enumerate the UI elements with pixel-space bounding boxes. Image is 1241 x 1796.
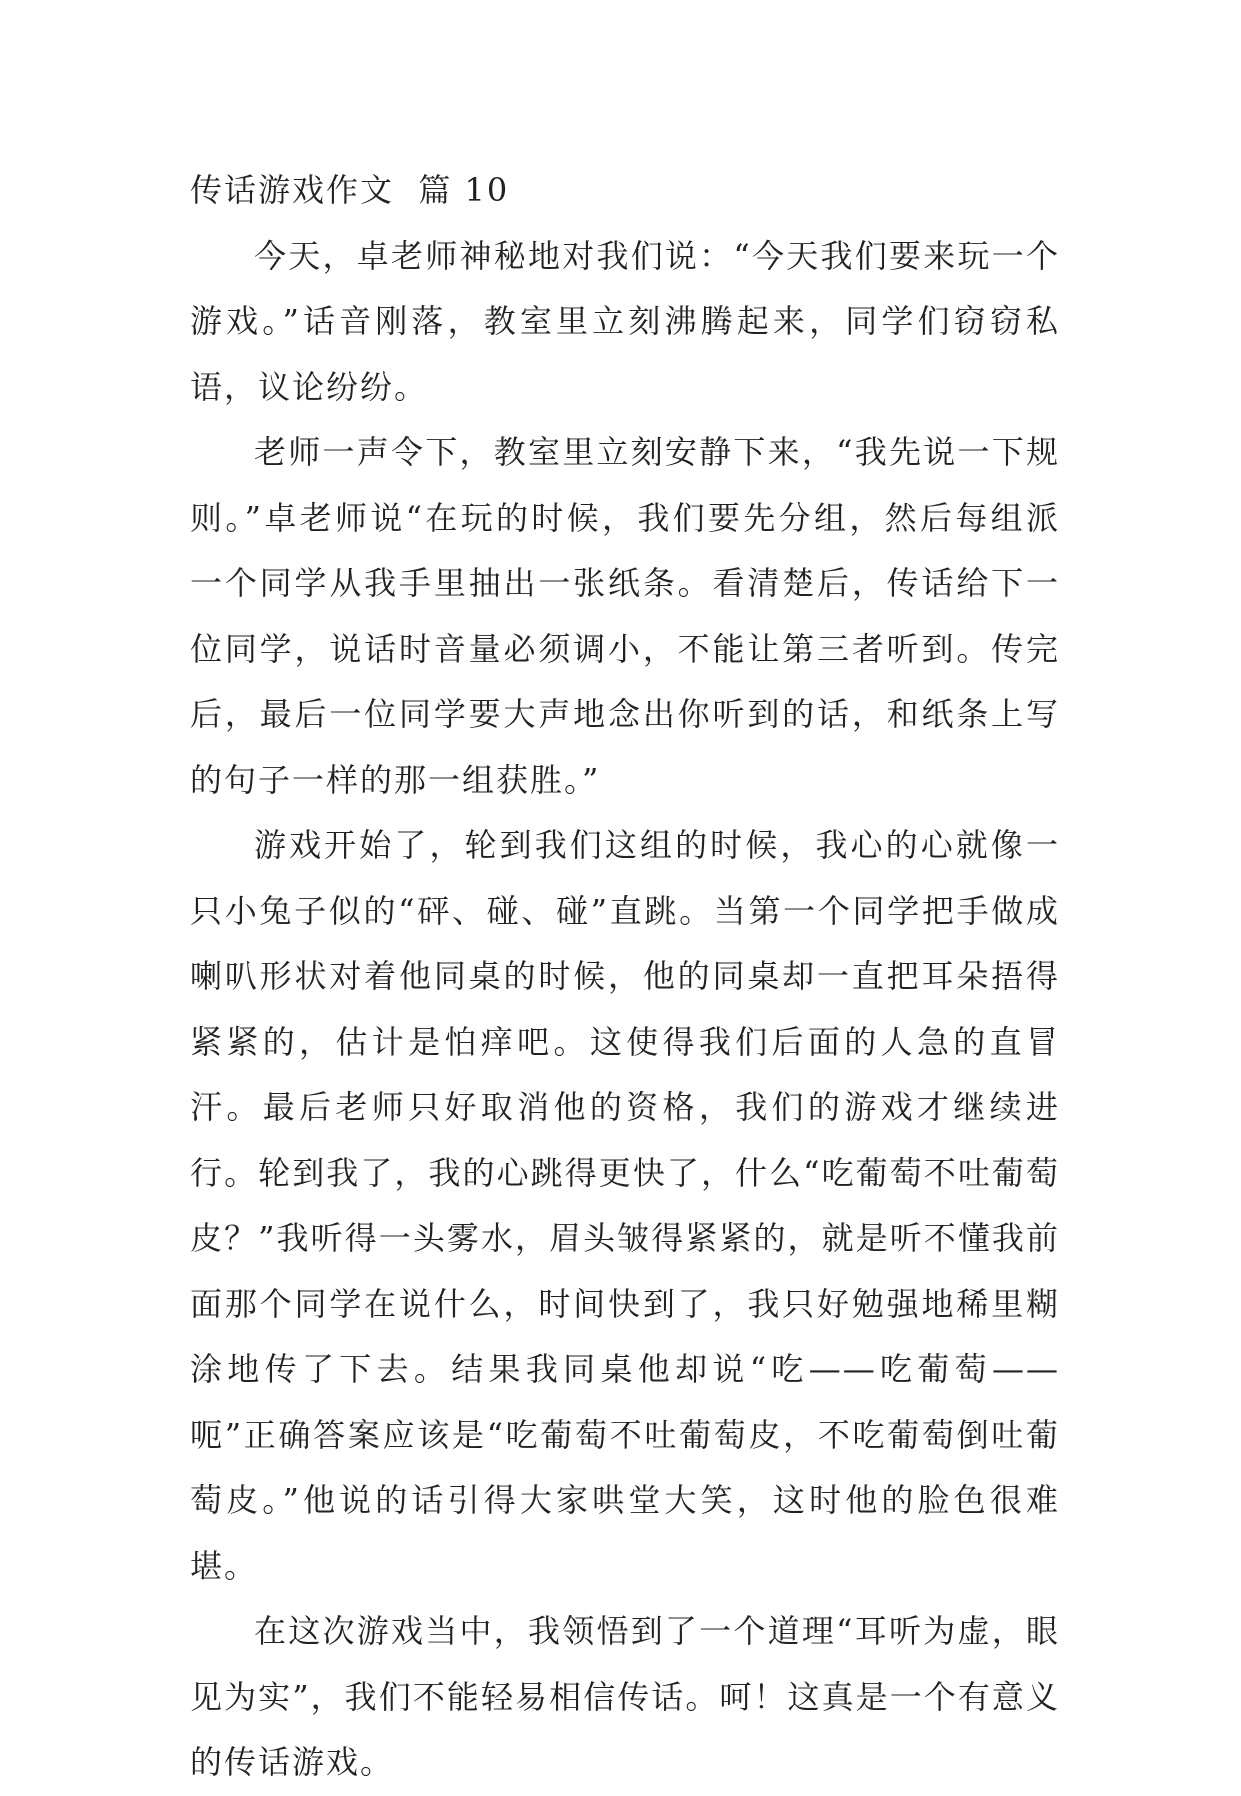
paragraph-3: 游戏开始了，轮到我们这组的时候，我心的心就像一只小兔子似的“砰、碰、碰”直跳。当第一个同学把手做成喇叭形状对着他同桌的时候，他的同桌却一直把耳朵捂得紧紧的，估计是怕痒吧。这使得我们后面的人急的直冒汗。最后老师只好取消他的资格，我们的游戏才继续进行。轮到我了，我的心跳得更快了，什么“吃葡萄不吐葡萄皮？”我听得一头雾水，眉头皱得紧紧的，就是听不懂我前面那个同学在说什么，时间快到了，我只好勉强地稀里糊涂地传了下去。结果我同桌他却说“吃——吃葡萄——呃”正确答案应该是“吃葡萄不吐葡萄皮，不吃葡萄倒吐葡萄皮。”他说的话引得大家哄堂大笑，这时他的脸色很难堪。 <box>190 826 1060 1585</box>
paragraph-2: 老师一声令下，教室里立刻安静下来，“我先说一下规则。”卓老师说“在玩的时候，我们要先分组，然后每组派一个同学从我手里抽出一张纸条。看清楚后，传话给下一位同学，说话时音量必须调小，不能让第三者听到。传完后，最后一位同学要大声地念出你听到的话，和纸条上写的句子一样的那一组获胜。” <box>190 433 1060 799</box>
essay-title: 传话游戏作文 篇 10 <box>190 171 510 209</box>
paragraph-4: 在这次游戏当中，我领悟到了一个道理“耳听为虚，眼见为实”，我们不能轻易相信传话。呵！这真是一个有意义的传话游戏。 <box>190 1612 1060 1781</box>
essay-body <box>190 158 1060 1796</box>
paragraph-1: 今天，卓老师神秘地对我们说：“今天我们要来玩一个游戏。”话音刚落，教室里立刻沸腾起来，同学们窃窃私语，议论纷纷。 <box>190 236 1060 406</box>
